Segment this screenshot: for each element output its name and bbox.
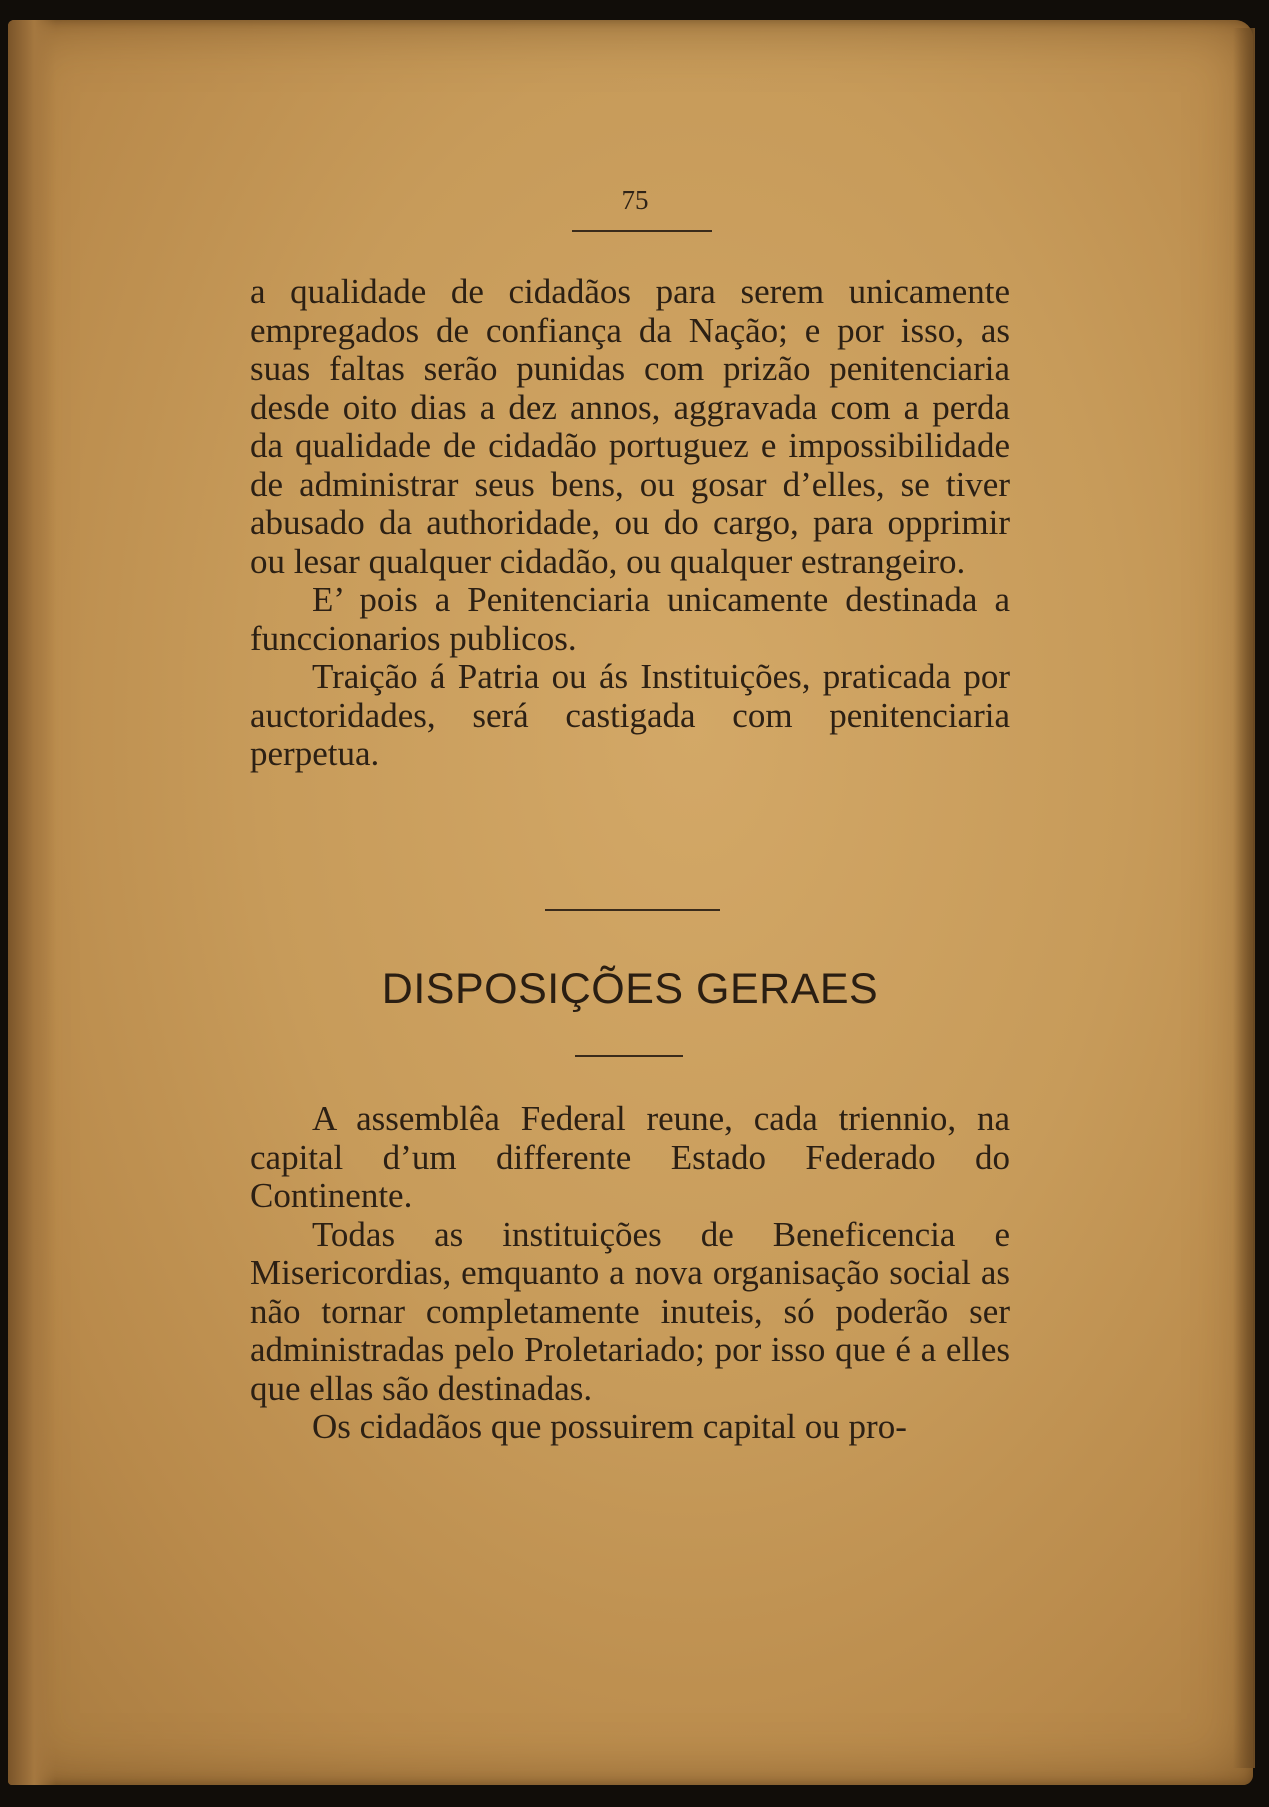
page-binding-edge	[8, 20, 56, 1785]
section-text-block	[250, 1100, 1010, 1447]
page-right-edge	[1233, 28, 1255, 1768]
section-heading: DISPOSIÇÕES GERAES	[381, 965, 879, 1013]
paragraph-beneficencia: Todas as instituições de Beneficencia e Misericordias, emquanto a nova organisação social as não tornar completamente inuteis, só poderão ser administradas pelo Proletariado; por isso que é a elles que ellas são destinadas.	[250, 1214, 1010, 1408]
paragraph-continuation: a qualidade de cidadãos para serem unicamente empregados de confiança da Nação; e por isso, as suas faltas serão punidas com prizão penitenciaria desde oito dias a dez annos, aggravada com a perda da qualidade de cidadão portuguez e impossibilidade de administrar seus bens, ou gosar d’elles, se tiver abusado da authoridade, ou do cargo, para opprimir ou lesar qualquer cidadão, ou qualquer estrangeiro.	[250, 272, 1010, 581]
top-text-block	[250, 273, 1010, 774]
page-number: 75	[621, 185, 649, 215]
section-divider-rule	[545, 909, 720, 911]
header-rule	[572, 230, 712, 232]
paragraph-penitenciaria: E’ pois a Penitenciaria unicamente destinada a funccionarios publicos.	[250, 580, 1010, 658]
paragraph-assemblea: A assemblêa Federal reune, cada triennio, na capital d’um differente Estado Federado do Continente.	[250, 1099, 1010, 1215]
paragraph-traicao: Traição á Patria ou ás Instituições, praticada por auctoridades, será castigada com penitenciaria perpetua.	[250, 657, 1010, 773]
paragraph-cidadaos: Os cidadãos que possuirem capital ou pro-	[312, 1407, 907, 1446]
heading-underline-rule	[575, 1055, 683, 1057]
